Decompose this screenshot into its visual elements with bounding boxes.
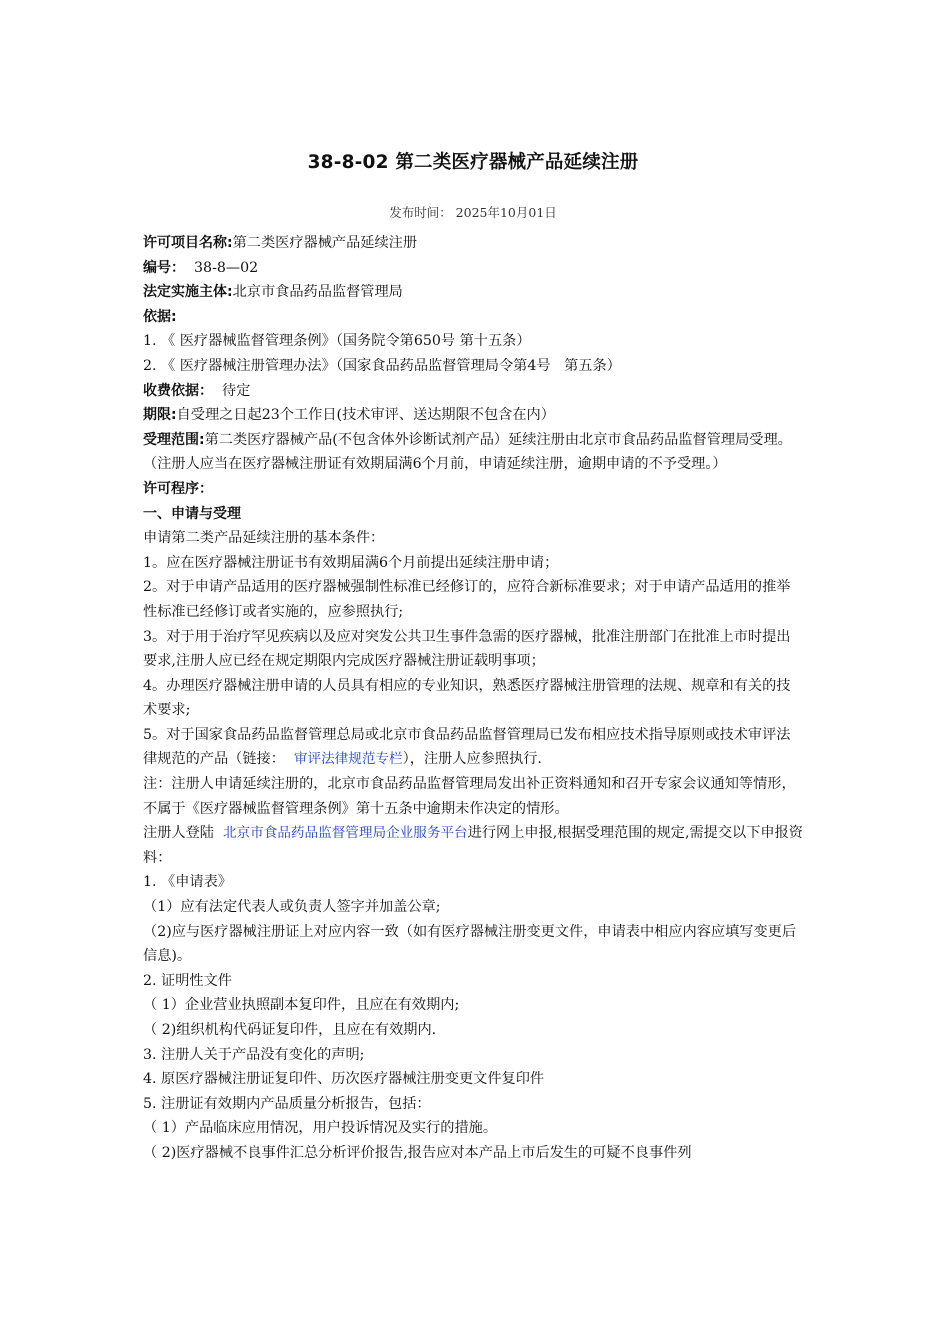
login-text: 注册人登陆 bbox=[143, 825, 223, 842]
authority-value: 北京市食品药品监督管理局 bbox=[232, 284, 403, 301]
conditions-intro: 申请第二类产品延续注册的基本条件： bbox=[143, 530, 385, 547]
procedure-label: 许可程序： bbox=[143, 480, 213, 497]
material-item: 2. 证明性文件 bbox=[143, 972, 232, 989]
code-row bbox=[143, 256, 803, 281]
material-item: （ 1）产品临床应用情况，用户投诉情况及实行的措施。 bbox=[143, 1120, 498, 1137]
scope-row bbox=[143, 428, 803, 477]
section-heading bbox=[143, 502, 803, 527]
authority-row bbox=[143, 280, 803, 305]
material-item: 3. 注册人关于产品没有变化的声明; bbox=[143, 1046, 365, 1063]
basis-heading bbox=[143, 305, 803, 330]
authority-label: 法定实施主体: bbox=[143, 284, 233, 301]
material-item: （ 1）企业营业执照副本复印件，且应在有效期内; bbox=[143, 997, 460, 1014]
condition-item: 2。对于申请产品适用的医疗器械强制性标准已经修订的，应符合新标准要求；对于申请产品适用的推举性标准已经修订或者实施的，应参照执行; bbox=[143, 579, 791, 620]
section1-title: 一、申请与受理 bbox=[143, 505, 241, 522]
material-item: 5. 注册证有效期内产品质量分析报告，包括： bbox=[143, 1095, 431, 1112]
condition-item-5 bbox=[143, 723, 803, 772]
fee-label: 收费依据： bbox=[143, 382, 213, 399]
basis-item: 2. 《 医疗器械注册管理办法》（国家食品药品监督管理局令第4号 第五条） bbox=[143, 357, 621, 374]
scope-value: 第二类医疗器械产品(不包含体外诊断试剂产品）延续注册由北京市食品药品监督管理局受理。（注册人应当在医疗器械注册证有效期届满6个月前，申请延续注册，逾期申请的不予受理。） bbox=[143, 431, 792, 473]
publish-date: 发布时间： 2025年10月01日 bbox=[389, 205, 557, 220]
code-value: 38-8—02 bbox=[185, 259, 259, 276]
login-text-after: 进行网上申报,根据受理范围的规定,需提交以下申报资料： bbox=[143, 825, 803, 866]
deadline-value: 自受理之日起23个工作日(技术审评、送达期限不包含在内） bbox=[176, 407, 555, 424]
basis-item: 1. 《 医疗器械监督管理条例》（国务院令第650号 第十五条） bbox=[143, 333, 531, 350]
condition-item: 3。对于用于治疗罕见疾病以及应对突发公共卫生事件急需的医疗器械，批准注册部门在批准上市时提出要求,注册人应已经在规定期限内完成医疗器械注册证载明事项； bbox=[143, 628, 791, 670]
deadline-row bbox=[143, 403, 803, 428]
page-title: 38-8-02 第二类医疗器械产品延续注册 bbox=[307, 152, 639, 173]
material-item: 1. 《申请表》 bbox=[143, 874, 232, 891]
material-item: （1）应有法定代表人或负责人签字并加盖公章; bbox=[143, 899, 441, 916]
item-name-label: 许可项目名称: bbox=[143, 235, 233, 251]
note: 注：注册人申请延续注册的，北京市食品药品监督管理局发出补正资料通知和召开专家会议通知等情形，不属于《医疗器械监督管理条例》第十五条中逾期未作决定的情形。 bbox=[143, 776, 796, 817]
code-label: 编号： bbox=[143, 259, 185, 276]
material-item: （2)应与医疗器械注册证上对应内容一致（如有医疗器械注册变更文件，申请表中相应内容应填写变更后信息)。 bbox=[143, 923, 797, 965]
basis-label: 依据: bbox=[143, 308, 177, 325]
procedure-heading bbox=[143, 477, 803, 502]
login-instruction bbox=[143, 821, 803, 870]
document-body bbox=[143, 231, 803, 1166]
fee-row bbox=[143, 379, 803, 404]
condition5-text: 5。对于国家食品药品监督管理总局或北京市食品药品监督管理局已发布相应技术指导原则或技术审评法律规范的产品（链接： bbox=[143, 726, 791, 768]
deadline-label: 期限: bbox=[143, 407, 177, 424]
item-name-row bbox=[143, 231, 803, 256]
material-item: （ 2)医疗器械不良事件汇总分析评价报告,报告应对本产品上市后发生的可疑不良事件列 bbox=[143, 1144, 692, 1161]
enterprise-service-platform-link[interactable]: 北京市食品药品监督管理局企业服务平台 bbox=[222, 825, 468, 842]
review-regulations-link[interactable]: 审评法律规范专栏 bbox=[293, 751, 403, 768]
scope-label: 受理范围: bbox=[143, 431, 205, 448]
material-item: 4. 原医疗器械注册证复印件、历次医疗器械注册变更文件复印件 bbox=[143, 1071, 545, 1088]
item-name-value: 第二类医疗器械产品延续注册 bbox=[232, 235, 418, 251]
condition-item: 1。应在医疗器械注册证书有效期届满6个月前提出延续注册申请； bbox=[143, 554, 559, 571]
material-item: （ 2)组织机构代码证复印件，且应在有效期内. bbox=[143, 1022, 437, 1038]
fee-value: 待定 bbox=[213, 382, 251, 399]
condition5-text-after: ），注册人应参照执行. bbox=[402, 751, 542, 768]
condition-item: 4。办理医疗器械注册申请的人员具有相应的专业知识，熟悉医疗器械注册管理的法规、规章和有关的技术要求; bbox=[143, 677, 791, 719]
